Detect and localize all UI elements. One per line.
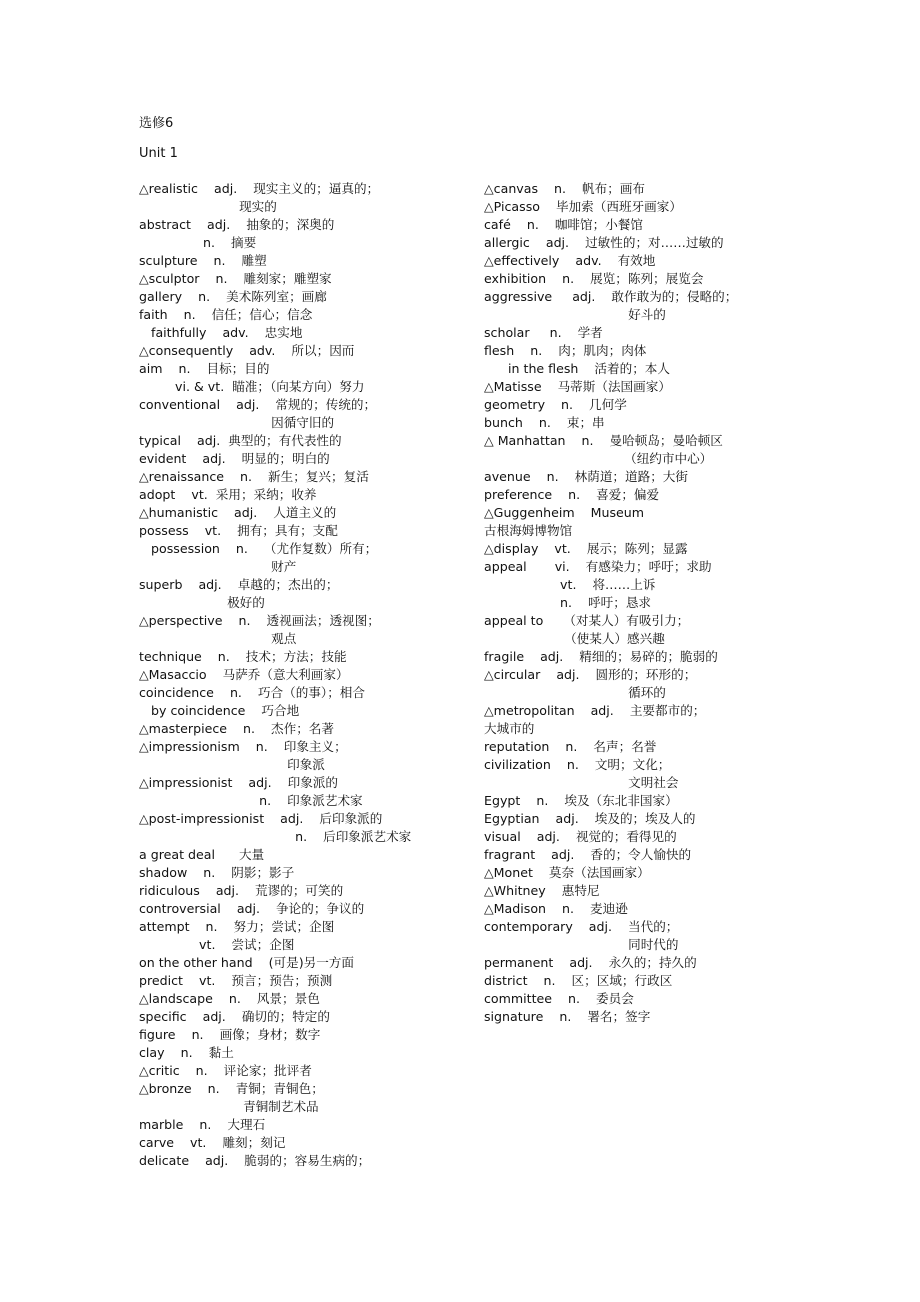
vocab-line: △Masaccio 马萨乔（意大利画家） xyxy=(139,667,349,682)
vocab-line: marble n. 大理石 xyxy=(139,1117,266,1132)
vocab-line: △realistic adj. 现实主义的；逼真的； xyxy=(139,181,380,196)
vocab-line: Egyptian adj. 埃及的；埃及人的 xyxy=(484,811,696,826)
vocab-line: △circular adj. 圆形的；环形的； xyxy=(484,667,697,682)
vocab-line: 文明社会 xyxy=(484,775,679,790)
vocab-line: appeal vi. 有感染力；呼吁；求助 xyxy=(484,559,712,574)
vocab-line: delicate adj. 脆弱的；容易生病的； xyxy=(139,1153,371,1168)
vocab-line: typical adj. 典型的；有代表性的 xyxy=(139,433,342,448)
vocab-line: possess vt. 拥有；具有；支配 xyxy=(139,523,338,538)
vocab-line: superb adj. 卓越的；杰出的； xyxy=(139,577,339,592)
vocab-line: △consequently adv. 所以；因而 xyxy=(139,343,355,358)
vocab-line: a great deal 大量 xyxy=(139,847,265,862)
vocab-line: possession n. （尤作复数）所有； xyxy=(139,541,378,556)
vocab-line: on the other hand (可是)另一方面 xyxy=(139,955,354,970)
vocab-line: △masterpiece n. 杰作；名著 xyxy=(139,721,334,736)
vocab-line: （纽约市中心） xyxy=(484,451,713,466)
vocab-line: figure n. 画像；身材；数字 xyxy=(139,1027,321,1042)
vocab-line: faith n. 信任；信心；信念 xyxy=(139,307,313,322)
vocab-line: △display vt. 展示；陈列；显露 xyxy=(484,541,688,556)
vocab-line: district n. 区；区域；行政区 xyxy=(484,973,673,988)
vocab-line: conventional adj. 常规的；传统的； xyxy=(139,397,377,412)
vocab-line: controversial adj. 争论的；争议的 xyxy=(139,901,365,916)
vocab-line: vi. & vt. 瞄准；（向某方向）努力 xyxy=(139,379,365,394)
vocab-line: fragrant adj. 香的；令人愉快的 xyxy=(484,847,692,862)
vocab-line: △Guggenheim Museum xyxy=(484,505,645,520)
vocab-line: adopt vt. 采用；采纳；收养 xyxy=(139,487,317,502)
vocab-line: △humanistic adj. 人道主义的 xyxy=(139,505,337,520)
vocab-line: committee n. 委员会 xyxy=(484,991,634,1006)
vocab-line: shadow n. 阴影；影子 xyxy=(139,865,295,880)
vocab-line: visual adj. 视觉的；看得见的 xyxy=(484,829,677,844)
vocab-line: vt. 尝试；企图 xyxy=(139,937,295,952)
vocab-line: 因循守旧的 xyxy=(139,415,335,430)
vocab-line: reputation n. 名声；名誉 xyxy=(484,739,657,754)
vocab-line: 古根海姆博物馆 xyxy=(484,523,573,538)
vocab-line: avenue n. 林荫道；道路；大街 xyxy=(484,469,688,484)
vocab-line: △sculptor n. 雕刻家；雕塑家 xyxy=(139,271,332,286)
vocab-line: signature n. 署名；签字 xyxy=(484,1009,651,1024)
vocab-line: allergic adj. 过敏性的；对……过敏的 xyxy=(484,235,724,250)
vocab-line: geometry n. 几何学 xyxy=(484,397,627,412)
vocab-line: exhibition n. 展览；陈列；展览会 xyxy=(484,271,704,286)
vocab-line: △critic n. 评论家；批评者 xyxy=(139,1063,312,1078)
vocab-line: 同时代的 xyxy=(484,937,679,952)
unit-heading: Unit 1 xyxy=(139,146,178,161)
vocab-line: 财产 xyxy=(139,559,297,574)
vocab-line: 现实的 xyxy=(139,199,277,214)
doc-title: 选修6 xyxy=(139,116,174,131)
vocab-line: evident adj. 明显的；明白的 xyxy=(139,451,330,466)
vocab-line: attempt n. 努力；尝试；企图 xyxy=(139,919,335,934)
vocab-line: 青铜制艺术品 xyxy=(139,1099,319,1114)
vocab-line: △Picasso 毕加索（西班牙画家） xyxy=(484,199,682,214)
vocab-line: 好斗的 xyxy=(484,307,666,322)
vocab-line: vt. 将……上诉 xyxy=(484,577,656,592)
vocab-line: civilization n. 文明；文化； xyxy=(484,757,671,772)
vocab-line: △bronze n. 青铜；青铜色； xyxy=(139,1081,324,1096)
vocab-line: clay n. 黏土 xyxy=(139,1045,234,1060)
vocab-line: △Whitney 惠特尼 xyxy=(484,883,600,898)
vocab-line: café n. 咖啡馆；小餐馆 xyxy=(484,217,643,232)
vocab-line: 极好的 xyxy=(139,595,265,610)
vocab-line: coincidence n. 巧合（的事）；相合 xyxy=(139,685,365,700)
vocab-line: （使某人）感兴趣 xyxy=(484,631,665,646)
vocab-line: △impressionist adj. 印象派的 xyxy=(139,775,339,790)
vocab-line: faithfully adv. 忠实地 xyxy=(139,325,303,340)
vocab-line: contemporary adj. 当代的； xyxy=(484,919,679,934)
vocab-column-left xyxy=(139,180,459,1170)
vocab-line: predict vt. 预言；预告；预测 xyxy=(139,973,333,988)
vocab-line: △post-impressionist adj. 后印象派的 xyxy=(139,811,383,826)
vocab-line: aim n. 目标；目的 xyxy=(139,361,270,376)
vocab-line: gallery n. 美术陈列室；画廊 xyxy=(139,289,327,304)
vocab-line: △renaissance n. 新生；复兴；复活 xyxy=(139,469,369,484)
vocab-line: 循环的 xyxy=(484,685,666,700)
vocab-line: technique n. 技术；方法；技能 xyxy=(139,649,347,664)
vocab-line: carve vt. 雕刻；刻记 xyxy=(139,1135,286,1150)
vocab-line: △Matisse 马蒂斯（法国画家） xyxy=(484,379,671,394)
vocab-line: fragile adj. 精细的；易碎的；脆弱的 xyxy=(484,649,718,664)
vocab-line: △Madison n. 麦迪逊 xyxy=(484,901,628,916)
vocab-line: flesh n. 肉；肌肉；肉体 xyxy=(484,343,647,358)
vocab-line: scholar n. 学者 xyxy=(484,325,603,340)
vocab-line: n. 印象派艺术家 xyxy=(139,793,363,808)
vocab-line: △canvas n. 帆布；画布 xyxy=(484,181,646,196)
vocab-line: n. 呼吁；恳求 xyxy=(484,595,652,610)
vocab-line: △perspective n. 透视画法；透视图； xyxy=(139,613,380,628)
vocab-line: △ Manhattan n. 曼哈顿岛；曼哈顿区 xyxy=(484,433,723,448)
vocab-line: specific adj. 确切的；特定的 xyxy=(139,1009,330,1024)
vocab-line: n. 摘要 xyxy=(139,235,257,250)
vocab-line: permanent adj. 永久的；持久的 xyxy=(484,955,697,970)
vocab-line: sculpture n. 雕塑 xyxy=(139,253,267,268)
vocab-line: preference n. 喜爱；偏爱 xyxy=(484,487,660,502)
vocab-column-right xyxy=(484,180,804,1026)
vocab-line: aggressive adj. 敢作敢为的；侵略的； xyxy=(484,289,738,304)
vocab-line: abstract adj. 抽象的；深奥的 xyxy=(139,217,335,232)
vocab-line: n. 后印象派艺术家 xyxy=(139,829,412,844)
vocab-line: △metropolitan adj. 主要都市的； xyxy=(484,703,706,718)
vocab-line: appeal to （对某人）有吸引力； xyxy=(484,613,690,628)
vocab-line: △landscape n. 风景；景色 xyxy=(139,991,320,1006)
vocab-line: △effectively adv. 有效地 xyxy=(484,253,656,268)
vocab-line: 观点 xyxy=(139,631,297,646)
vocab-line: △Monet 莫奈（法国画家） xyxy=(484,865,650,880)
vocab-line: 大城市的 xyxy=(484,721,535,736)
vocab-line: in the flesh 活着的；本人 xyxy=(484,361,670,376)
vocab-line: ridiculous adj. 荒谬的；可笑的 xyxy=(139,883,344,898)
vocab-line: △impressionism n. 印象主义； xyxy=(139,739,347,754)
vocab-line: Egypt n. 埃及（东北非国家） xyxy=(484,793,678,808)
vocab-line: by coincidence 巧合地 xyxy=(139,703,300,718)
vocab-line: bunch n. 束；串 xyxy=(484,415,605,430)
vocab-line: 印象派 xyxy=(139,757,325,772)
